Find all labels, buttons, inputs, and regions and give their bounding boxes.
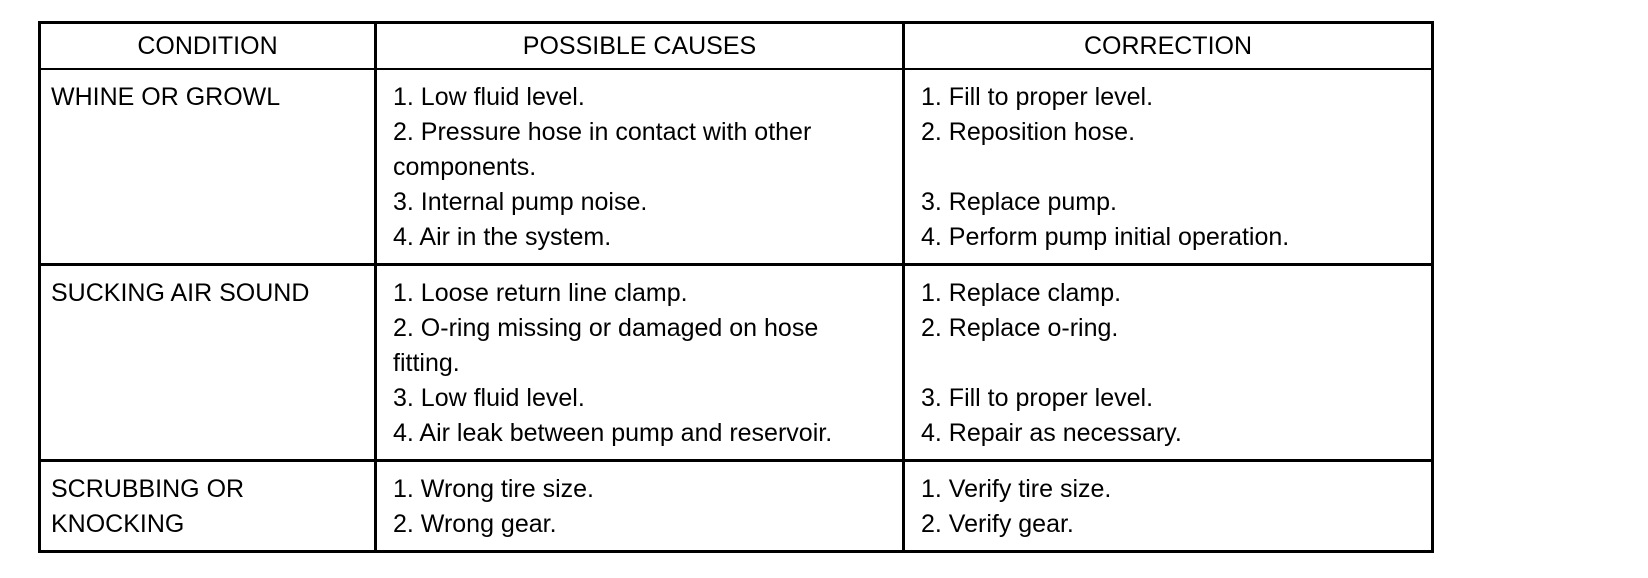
correction-cell bbox=[904, 265, 1433, 461]
diagnosis-table bbox=[38, 21, 1434, 553]
correction-item: 2. Reposition hose. bbox=[921, 118, 1136, 146]
cause-item: 4. Air leak between pump and reservoir. bbox=[393, 419, 833, 447]
causes-cell bbox=[376, 461, 904, 552]
table-row bbox=[40, 69, 1433, 265]
correction-item: 4. Repair as necessary. bbox=[921, 419, 1182, 447]
cause-item: 3. Internal pump noise. bbox=[393, 188, 648, 216]
cause-item: 3. Low fluid level. bbox=[393, 384, 585, 412]
correction-item: 4. Perform pump initial operation. bbox=[921, 223, 1290, 251]
header-condition: CONDITION bbox=[40, 23, 376, 70]
causes-cell bbox=[376, 265, 904, 461]
correction-cell bbox=[904, 461, 1433, 552]
condition-cell: SCRUBBING OR KNOCKING bbox=[40, 461, 376, 552]
cause-item: 4. Air in the system. bbox=[393, 223, 612, 251]
condition-cell: SUCKING AIR SOUND bbox=[40, 265, 376, 461]
cause-item: 2. Wrong gear. bbox=[393, 510, 557, 538]
correction-item: 1. Replace clamp. bbox=[921, 279, 1122, 307]
cause-item: 1. Loose return line clamp. bbox=[393, 279, 688, 307]
correction-item: 3. Fill to proper level. bbox=[921, 384, 1154, 412]
correction-item: 2. Verify gear. bbox=[921, 510, 1074, 538]
cause-item: 1. Low fluid level. bbox=[393, 83, 585, 111]
correction-cell bbox=[904, 69, 1433, 265]
correction-item: 2. Replace o-ring. bbox=[921, 314, 1119, 342]
cause-item: 2. Pressure hose in contact with other components. bbox=[393, 118, 812, 181]
causes-cell bbox=[376, 69, 904, 265]
cause-item: 1. Wrong tire size. bbox=[393, 475, 595, 503]
header-row bbox=[40, 23, 1433, 70]
header-correction: CORRECTION bbox=[904, 23, 1433, 70]
condition-cell: WHINE OR GROWL bbox=[40, 69, 376, 265]
correction-item: 1. Fill to proper level. bbox=[921, 83, 1154, 111]
correction-item: 3. Replace pump. bbox=[921, 188, 1117, 216]
correction-item: 1. Verify tire size. bbox=[921, 475, 1112, 503]
table-row bbox=[40, 461, 1433, 552]
header-possible-causes: POSSIBLE CAUSES bbox=[376, 23, 904, 70]
table-row bbox=[40, 265, 1433, 461]
cause-item: 2. O-ring missing or damaged on hose fitting. bbox=[393, 314, 819, 377]
